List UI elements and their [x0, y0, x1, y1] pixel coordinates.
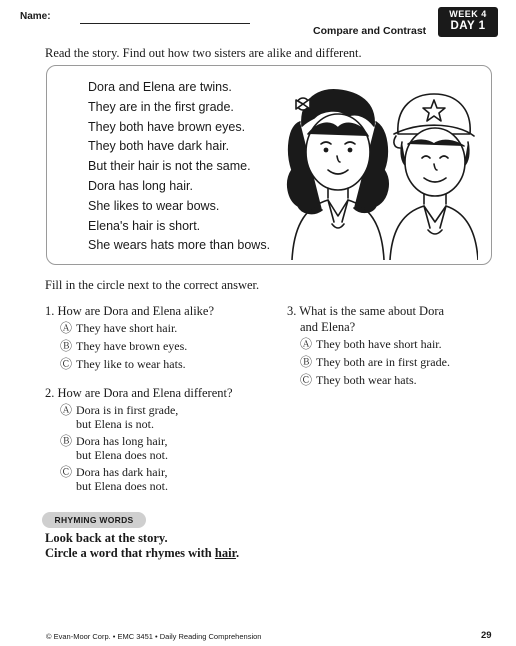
dora-figure — [288, 90, 388, 260]
day-label: DAY 1 — [450, 20, 486, 32]
option-text: but Elena does not. — [76, 448, 168, 462]
elena-figure — [390, 94, 478, 260]
twins-illustration — [278, 82, 478, 260]
section-title: Compare and Contrast — [313, 25, 427, 37]
story-line: She likes to wear bows. — [88, 198, 220, 213]
answer-option-1c[interactable] — [60, 357, 186, 371]
answer-bubble[interactable]: Ⓑ — [300, 355, 313, 369]
question-number: 2. — [45, 386, 55, 400]
rhyming-punctuation: . — [235, 546, 240, 560]
story-line: They are in the first grade. — [88, 99, 234, 114]
answer-bubble[interactable]: Ⓒ — [60, 465, 73, 479]
option-text: but Elena is not. — [76, 417, 154, 431]
story-instructions: Read the story. Find out how two sisters are alike and different. — [45, 46, 362, 60]
name-line[interactable] — [80, 23, 250, 24]
option-text: They both wear hats. — [316, 373, 417, 387]
answer-bubble[interactable]: Ⓒ — [300, 373, 313, 387]
option-text: Dora has dark hair, — [76, 465, 168, 479]
option-text: but Elena does not. — [76, 479, 168, 493]
rhyming-instruction-2 — [45, 546, 239, 561]
week-day-tab — [438, 7, 498, 37]
option-text: Dora is in first grade, — [76, 403, 179, 417]
week-label: WEEK 4 — [449, 9, 487, 19]
question-2 — [45, 385, 233, 401]
name-label: Name: — [20, 11, 51, 22]
answer-option-1a[interactable] — [60, 321, 177, 335]
question-prompt: How are Dora and Elena different? — [57, 386, 233, 400]
story-line: They both have brown eyes. — [88, 119, 246, 134]
answer-bubble[interactable]: Ⓑ — [60, 339, 73, 353]
option-text: They both are in first grade. — [316, 355, 450, 369]
rhyming-instruction-1: Look back at the story. — [45, 531, 168, 545]
question-number: 1. — [45, 304, 55, 318]
question-prompt: How are Dora and Elena alike? — [57, 304, 215, 318]
option-text: They both have short hair. — [316, 337, 442, 351]
rhyming-words-label: RHYMING WORDS — [42, 512, 146, 528]
rhyming-prompt: Circle a word that rhymes with — [45, 546, 215, 560]
answer-option-3b[interactable] — [300, 355, 450, 369]
answer-bubble[interactable]: Ⓐ — [60, 403, 73, 417]
story-text — [88, 78, 270, 256]
question-3 — [287, 303, 444, 335]
question-prompt: and Elena? — [300, 320, 356, 334]
answer-option-3c[interactable] — [300, 373, 417, 387]
answer-bubble[interactable]: Ⓐ — [300, 337, 313, 351]
story-line: Dora and Elena are twins. — [88, 80, 232, 94]
question-1 — [45, 303, 214, 319]
option-text: They have short hair. — [76, 321, 178, 335]
story-line: Elena's hair is short. — [88, 218, 201, 233]
question-prompt: What is the same about Dora — [299, 304, 445, 318]
story-line: Dora has long hair. — [88, 178, 193, 193]
answer-option-2a[interactable] — [60, 403, 178, 431]
option-text: They have brown eyes. — [76, 339, 188, 353]
option-text: They like to wear hats. — [76, 357, 186, 371]
answer-bubble[interactable]: Ⓒ — [60, 357, 73, 371]
story-line: They both have dark hair. — [88, 139, 230, 154]
rhyme-target-word: hair — [214, 546, 236, 560]
answer-option-2c[interactable] — [60, 465, 168, 493]
answer-option-3a[interactable] — [300, 337, 442, 351]
question-number: 3. — [287, 304, 297, 318]
answer-option-2b[interactable] — [60, 434, 168, 462]
answer-instructions: Fill in the circle next to the correct answer. — [45, 278, 260, 292]
footer-credit: © Evan-Moor Corp. • EMC 3451 • Daily Reading Comprehension — [46, 632, 262, 641]
answer-bubble[interactable]: Ⓑ — [60, 434, 73, 448]
page-number: 29 — [481, 630, 492, 641]
option-text: Dora has long hair, — [76, 434, 168, 448]
story-line: She wears hats more than bows. — [88, 238, 271, 253]
story-line: But their hair is not the same. — [88, 159, 251, 174]
answer-option-1b[interactable] — [60, 339, 187, 353]
answer-bubble[interactable]: Ⓐ — [60, 321, 73, 335]
